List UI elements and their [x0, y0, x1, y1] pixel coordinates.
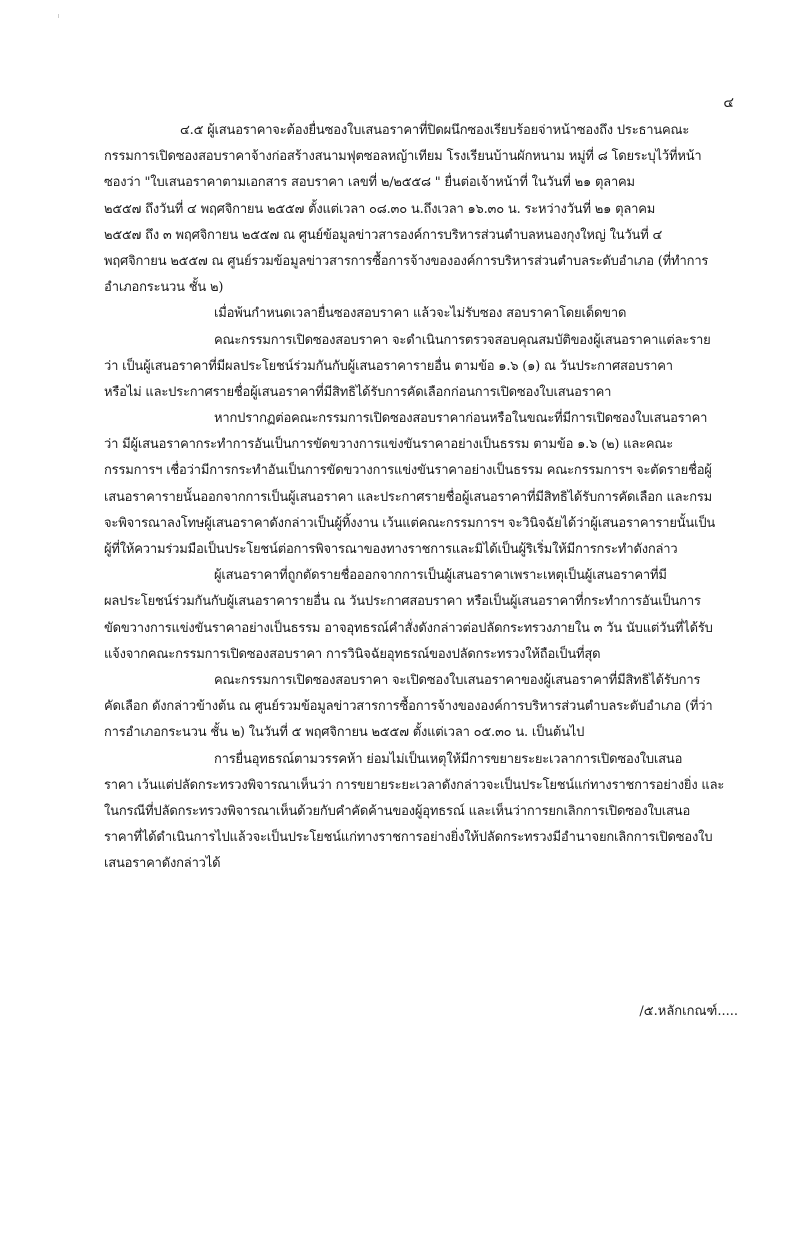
- text-line: การยื่นอุทธรณ์ตามวรรคห้า ย่อมไม่เป็นเหตุให้มีการขยายระยะเวลาการเปิดซองใบเสนอ: [214, 751, 683, 767]
- body-text: [104, 118, 744, 877]
- text-line: ราคาที่ได้ดำเนินการไปแล้วจะเป็นประโยชน์แก่ทางราชการอย่างยิ่งให้ปลัดกระทรวงมีอำนาจยกเลิกการเปิดซองใบ: [104, 830, 713, 846]
- text-line: การอำเภอกระนวน ชั้น ๒) ในวันที่ ๕ พฤศจิกายน ๒๕๕๗ ตั้งแต่เวลา ๐๕.๓๐ น. เป็นต้นไป: [104, 725, 585, 741]
- text-line: ผู้เสนอราคาที่ถูกตัดรายชื่อออกจากการเป็นผู้เสนอราคาเพราะเหตุเป็นผู้เสนอราคาที่มี: [214, 568, 667, 584]
- text-line: เมื่อพ้นกำหนดเวลายื่นซองสอบราคา แล้วจะไม่รับซอง สอบราคาโดยเด็ดขาด: [214, 306, 627, 322]
- text-line: ในกรณีที่ปลัดกระทรวงพิจารณาเห็นด้วยกับคำคัดค้านของผู้อุทธรณ์ และเห็นว่าการยกเลิกการเปิดซองใบเสนอ: [104, 803, 691, 819]
- text-line: คณะกรรมการเปิดซองสอบราคา จะเปิดซองใบเสนอราคาของผู้เสนอราคาที่มีสิทธิได้รับการ: [214, 672, 701, 688]
- text-line: กรรมการฯ เชื่อว่ามีการกระทำอันเป็นการขัดขวางการแข่งขันราคาอย่างเป็นธรรม คณะกรรมการฯ จะตัดรายชื่อผู้: [104, 463, 712, 479]
- text-line: ว่า เป็นผู้เสนอราคาที่มีผลประโยชน์ร่วมกันกับผู้เสนอราคารายอื่น ตามข้อ ๑.๖ (๑) ณ วันประกาศสอบราคา: [104, 358, 673, 374]
- text-line: ราคา เว้นแต่ปลัดกระทรวงพิจารณาเห็นว่า การขยายระยะเวลาดังกล่าวจะเป็นประโยชน์แก่ทางราชการอย่างยิ่ง และ: [104, 777, 725, 793]
- text-line: ว่า มีผู้เสนอราคากระทำการอันเป็นการขัดขวางการแข่งขันราคาอย่างเป็นธรรม ตามข้อ ๑.๖ (๒) และคณะ: [104, 437, 674, 453]
- text-line: จะพิจารณาลงโทษผู้เสนอราคาดังกล่าวเป็นผู้ทิ้งงาน เว้นแต่คณะกรรมการฯ จะวินิจฉัยได้ว่าผู้เสนอราคารายนั้นเป็น: [104, 515, 716, 531]
- text-line: ซองว่า "ใบเสนอราคาตามเอกสาร สอบราคา เลขที่ ๒/๒๕๕๘ " ยื่นต่อเจ้าหน้าที่ ในวันที่ ๒๑ ตุลาคม: [104, 175, 635, 191]
- text-line: ผลประโยชน์ร่วมกันกับผู้เสนอราคารายอื่น ณ วันประกาศสอบราคา หรือเป็นผู้เสนอราคาที่กระทำการอันเป็นการ: [104, 594, 701, 610]
- text-line: หากปรากฏต่อคณะกรรมการเปิดซองสอบราคาก่อนหรือในขณะที่มีการเปิดซองใบเสนอราคา: [214, 411, 708, 427]
- page-number: ๔: [723, 95, 734, 111]
- text-line: พฤศจิกายน ๒๕๕๗ ณ ศูนย์รวมข้อมูลข่าวสารการซื้อการจ้างขององค์การบริหารส่วนตำบลระดับอำเภอ (ที่ทำการ: [104, 253, 709, 269]
- text-line: ๒๕๕๗ ถึงวันที่ ๔ พฤศจิกายน ๒๕๕๗ ตั้งแต่เวลา ๐๘.๓๐ น.ถึงเวลา ๑๖.๓๐ น. ระหว่างวันที่ ๒๑ ตุลาคม: [104, 201, 656, 217]
- text-line: แจ้งจากคณะกรรมการเปิดซองสอบราคา การวินิจฉัยอุทธรณ์ของปลัดกระทรวงให้ถือเป็นที่สุด: [104, 646, 601, 662]
- text-line: ๔.๕ ผู้เสนอราคาจะต้องยื่นซองใบเสนอราคาที่ปิดผนึกซองเรียบร้อยจ่าหน้าซองถึง ประธานคณะ: [180, 123, 690, 138]
- text-line: คัดเลือก ดังกล่าวข้างต้น ณ ศูนย์รวมข้อมูลข่าวสารการซื้อการจ้างขององค์การบริหารส่วนตำบลระดับอำเภอ (ที่ว่า: [104, 699, 713, 715]
- continuation-marker: /๕.หลักเกณฑ์.....: [639, 1004, 738, 1019]
- text-line: เสนอราคารายนั้นออกจากการเป็นผู้เสนอราคา และประกาศรายชื่อผู้เสนอราคาที่มีสิทธิได้รับการคัดเลือก และกรม: [104, 489, 713, 505]
- text-line: เสนอราคาดังกล่าวได้: [104, 856, 221, 872]
- text-line: ผู้ที่ให้ความร่วมมือเป็นประโยชน์ต่อการพิจารณาของทางราชการและมิได้เป็นผู้ริเริ่มให้มีการกระทำดังกล่าว: [104, 542, 678, 557]
- text-line: ๒๕๕๗ ถึง ๓ พฤศจิกายน ๒๕๕๗ ณ ศูนย์ข้อมูลข่าวสารองค์การบริหารส่วนตำบลหนองกุงใหญ่ ในวันที่ ๔: [104, 227, 663, 243]
- text-line: คณะกรรมการเปิดซองสอบราคา จะดำเนินการตรวจสอบคุณสมบัติของผู้เสนอราคาแต่ละราย: [214, 332, 711, 348]
- text-line: ขัดขวางการแข่งขันราคาอย่างเป็นธรรม อาจอุทธรณ์คำสั่งดังกล่าวต่อปลัดกระทรวงภายใน ๓ วัน นับแต่วันที่ได้รับ: [104, 620, 713, 636]
- text-line: อำเภอกระนวน ชั้น ๒): [104, 280, 224, 296]
- text-line: กรรมการเปิดซองสอบราคาจ้างก่อสร้างสนามฟุตซอลหญ้าเทียม โรงเรียนบ้านผักหนาม หมู่ที่ ๘ โดยระบุไว้ที่หน้า: [104, 149, 702, 165]
- text-line: หรือไม่ และประกาศรายชื่อผู้เสนอราคาที่มีสิทธิได้รับการคัดเลือกก่อนการเปิดซองใบเสนอราคา: [104, 384, 612, 400]
- scan-artifact: [58, 14, 59, 18]
